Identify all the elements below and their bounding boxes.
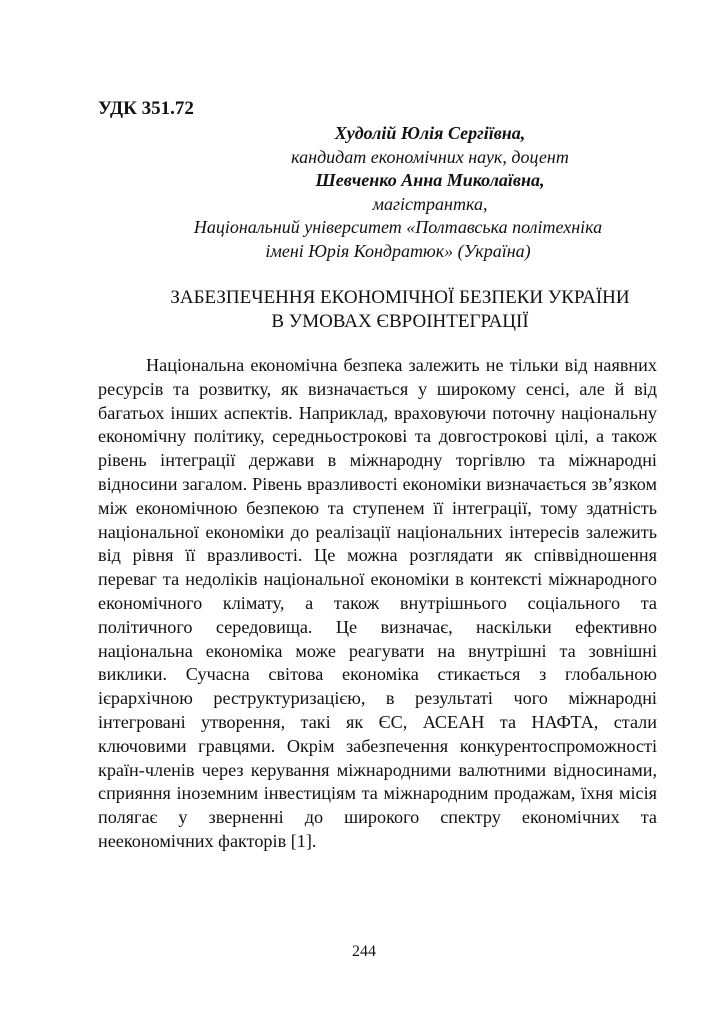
article-title-line-2: В УМОВАХ ЄВРОІНТЕГРАЦІЇ [271, 311, 529, 332]
article-title [110, 286, 690, 334]
body-paragraph: Національна економічна безпека залежить не тільки від наявних ресурсів та розвитку, як визначається у широкому сенсі, але й від багатьох інших аспектів. Наприклад, враховуючи поточну національну економічну політику, середньострокові та довгострокові цілі, а також рівень інтеграції держави в міжнародну торгівлю та міжнародні відносини загалом. Рівень вразливості економіки визначається зв’язком між економічною безпекою та ступенем її інтеграції, тому здатність національної економіки до реалізації національних інтересів залежить від рівня її вразливості. Це можна розглядати як співвідношення переваг та недоліків національної економіки в контексті міжнародного економічного клімату, а також внутрішнього соціального та політичного середовища. Це визначає, наскільки ефективно національна економіка може реагувати на внутрішні та зовнішні виклики. Сучасна світова економіка стикається з глобальною ієрархічною реструктуризацією, в результаті чого міжнародні інтегровані утворення, такі як ЄС, АСЕАН та НАФТА, стали ключовими гравцями. Окрім забезпечення конкурентоспроможності країн-членів через керування міжнародними валютними відносинами, сприяння іноземним інвестиціям та міжнародним продажам, їхня місія полягає у зверненні до широкого спектру економічних та неекономічних факторів [1]. [98, 355, 657, 851]
affiliation-line-1: Національний університет «Полтавська політехніка [193, 217, 603, 237]
author-2-title: магістрантка, [372, 193, 488, 214]
udk-code: УДК 351.72 [98, 98, 194, 119]
page-number: 244 [352, 943, 376, 960]
author-2-name: Шевченко Анна Миколаївна, [315, 170, 545, 190]
author-1-title: кандидат економічних наук, доцент [291, 146, 569, 167]
affiliation-line-2: імені Юрія Кондратюк» (Україна) [265, 240, 531, 261]
author-1-name: Худолій Юлія Сергіївна, [334, 123, 526, 143]
article-title-line-1: ЗАБЕЗПЕЧЕННЯ ЕКОНОМІЧНОЇ БЕЗПЕКИ УКРАЇНИ [170, 287, 630, 308]
author-block [150, 122, 646, 263]
